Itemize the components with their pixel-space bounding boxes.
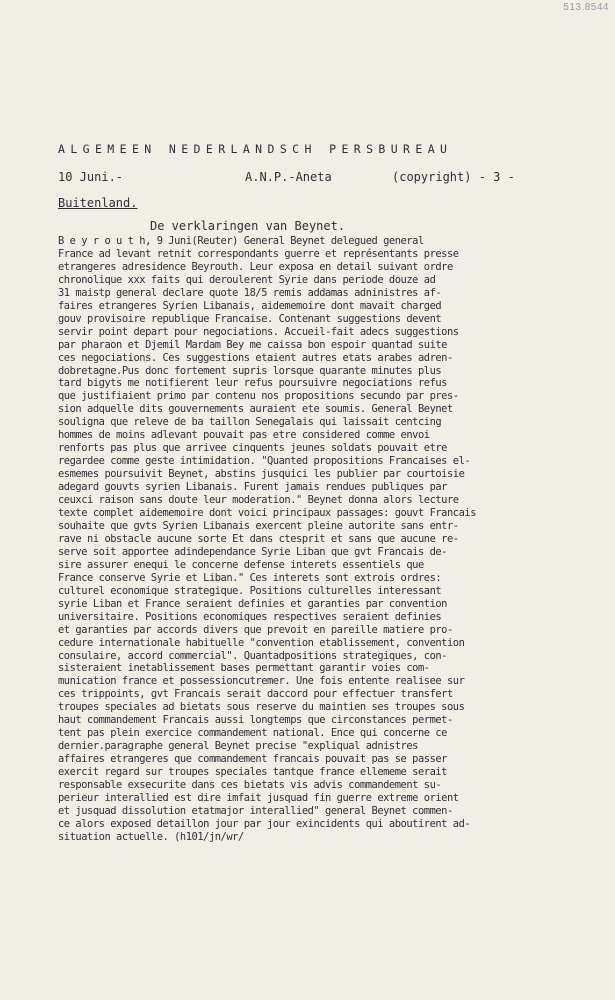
dispatch-date: 10 Juni.- [58,170,124,184]
article-body [58,235,615,844]
body-line: responsable exsecurite dans ces bietats vis advis commandement su- [58,779,442,792]
body-line: hommes de moins adlevant pouvait pas etre considered comme envoi [58,429,430,442]
body-line: ces negociations. Ces suggestions etaient autres etats arabes adren- [58,351,453,364]
section-heading: Buitenland. [58,196,138,210]
body-line: perieur interallied est dire imfait jusquad fin guerre extreme orient [58,791,459,804]
body-line: que justifiaient primo par contenu nos propositions secundo par pres- [58,390,459,403]
body-line: et jusquad dissolution etatmajor interallied" general Beynet commen- [58,804,453,817]
body-line: par pharaon et Djemil Mardam Bey me caissa bon espoir quantad suite [58,338,447,351]
archive-number: 513.8544 [563,2,609,13]
body-line: sion adquelle dits gouvernements auraient ete soumis. General Beynet [58,403,453,416]
body-line: ceuxci raison sans doute leur moderation." Beynet donna alors lecture [58,494,459,507]
body-line: chronolique xxx faits qui deroulerent Syrie dans periode douze ad [58,273,436,286]
body-line: 31 maistp general declare quote 18/5 remis addamas adninistres af- [58,286,442,299]
agency-name: ALGEMEEN NEDERLANDSCH PERSBUREAU [58,142,453,156]
body-line: France ad levant retnit correspondants guerre et représentants presse [58,247,459,260]
body-line: exercit regard sur troupes speciales tantque france ellememe serait [58,766,447,779]
body-line: gouv provisoire republique Francaise. Contenant suggestions devent [58,312,442,325]
body-line: universitaire. Positions economiques respectives seraient definies [58,610,442,623]
body-line: cedure internationale habituelle "convention etablissement, convention [58,636,465,649]
body-line: dobretagne.Pus donc fortement supris lorsque quarante minutes plus [58,364,442,377]
body-line: renforts pas plus que arrivee cinquents jeunes soldats pouvait etre [58,442,447,455]
body-line: regardee comme geste intimidation. "Quanted propositions Francaises el- [58,455,471,468]
body-line: munication france et possessioncutremer. Une fois entente realisee sur [58,675,465,688]
body-line: sire assurer enequi le concerne defense interets essentiels que [58,558,424,571]
body-line: culturel economique strategique. Positions culturelles interessant [58,584,442,597]
body-line: ce alors exposed detaillon jour par jour exincidents qui aboutirent ad- [58,817,471,830]
body-line: esmemes poursuivit Beynet, abstins jusquici les publier par courtoisie [58,468,465,481]
body-line: haut commandement Francais aussi longtemps que circonstances permet- [58,714,453,727]
agency-code: A.N.P.-Aneta [245,170,332,184]
body-line: faires etrangeres Syrien Libanais, aidememoire dont mavait charged [58,299,442,312]
body-line: dernier.paragraphe general Beynet precise "expliqual adnistres [58,740,418,753]
body-line: affaires etrangeres que commandement francais pouvait pas se passer [58,753,447,766]
body-line: serve soit apportee adindependance Syrie Liban que gvt Francais de- [58,545,447,558]
body-line: servir point depart pour negociations. Accueil-fait adecs suggestions [58,325,459,338]
body-line: texte complet aidememoire dont voici principaux passages: gouvt Francais [58,507,477,520]
body-line: situation actuelle. (h101/jn/wr/ [58,830,244,843]
body-line: sisteraient inetablissement bases permettant garantir voies com- [58,662,430,675]
body-line: tard bigyts me notifierent leur refus poursuivre negociations refus [58,377,447,390]
body-line: B e y r o u t h, 9 Juni(Reuter) General Beynet delegued general [58,235,424,247]
body-line: syrie Liban et France seraient definies et garanties par convention [58,597,447,610]
body-line: tent pas plein exercice commandement national. Ence qui concerne ce [58,727,447,740]
body-line: consulaire, accord commercial". Quantadpositions strategiques, con- [58,649,447,662]
body-line: etrangeres adresidence Beyrouth. Leur exposa en detail suivant ordre [58,260,453,273]
body-line: France conserve Syrie et Liban." Ces interets sont extrois ordres: [58,571,442,584]
copyright-page-number: (copyright) - 3 - [392,170,515,184]
body-line: adegard gouvts syrien Libanais. Furent jamais rendues publiques par [58,481,447,494]
body-line: rave ni obstacle aucune sorte Et dans ctesprit et sans que aucune re- [58,532,459,545]
body-line: ces trippoints, gvt Francais serait daccord pour effectuer transfert [58,688,453,701]
body-line: et garanties par accords divers que prevoit en pareille matiere pro- [58,623,453,636]
body-line: souligna que releve de ba taillon Senegalais qui laissait centcing [58,416,442,429]
article-title: De verklaringen van Beynet. [150,219,346,233]
body-line: troupes speciales ad bietats sous reserve du maintien ses troupes sous [58,701,465,714]
body-line: souhaite que gvts Syrien Libanais exercent pleine autorite sans entr- [58,519,459,532]
